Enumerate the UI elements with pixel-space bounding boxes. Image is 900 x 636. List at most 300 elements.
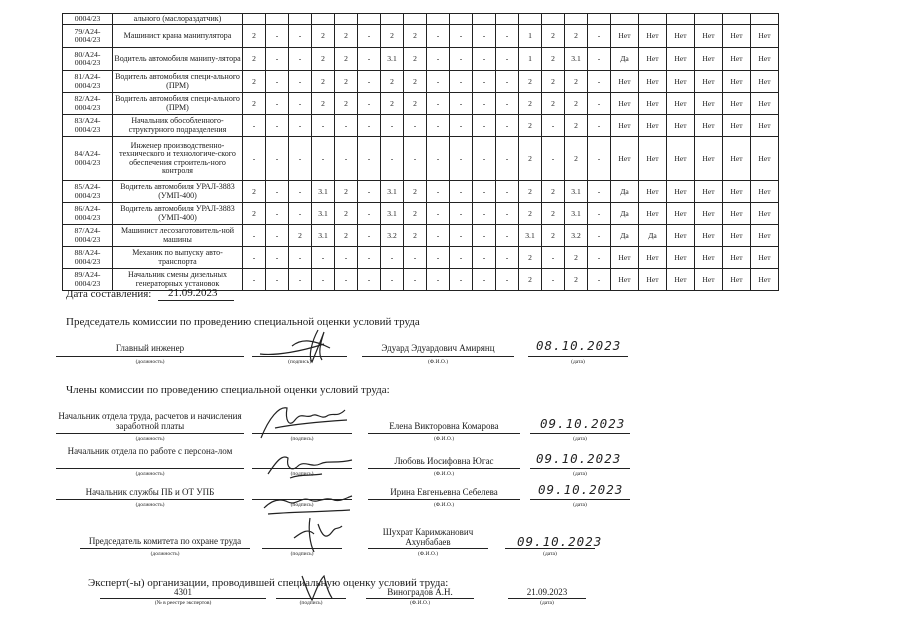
row-cell: Да xyxy=(611,225,639,247)
row-cell: Нет xyxy=(611,137,639,181)
row-cell: - xyxy=(496,25,519,48)
row-cell: - xyxy=(450,225,473,247)
row-cell: 3.1 xyxy=(381,48,404,71)
row-cell: - xyxy=(427,181,450,203)
row-cell: Нет xyxy=(611,115,639,137)
row-cell: - xyxy=(496,93,519,115)
row-cell: - xyxy=(266,247,289,269)
chairman-date: 08.10.2023 xyxy=(536,338,622,353)
row-cell: 2 xyxy=(243,93,266,115)
table-row xyxy=(63,137,779,181)
row-cell: - xyxy=(473,203,496,225)
row-cell: - xyxy=(450,203,473,225)
row-cell: - xyxy=(588,93,611,115)
row-cell: Нет xyxy=(639,93,667,115)
row-id: 89/A24-0004/23 xyxy=(63,269,113,291)
row-cell: - xyxy=(588,269,611,291)
row-cell: 2 xyxy=(542,93,565,115)
row-cell: - xyxy=(266,25,289,48)
row-cell: 2 xyxy=(312,71,335,93)
row-cell: Нет xyxy=(723,247,751,269)
row-cell xyxy=(611,14,639,25)
chairman-position: Главный инженер xyxy=(115,343,185,353)
member-1-position: Начальник отдела труда, расчетов и начисления заработной платы xyxy=(58,411,242,431)
row-cell: - xyxy=(358,25,381,48)
row-cell: 2 xyxy=(243,71,266,93)
members-heading: Члены комиссии по проведению специальной оценки условий труда: xyxy=(66,384,390,396)
caption-date: (дата) xyxy=(573,502,587,508)
row-cell: Нет xyxy=(695,181,723,203)
row-cell: Нет xyxy=(695,25,723,48)
row-cell xyxy=(496,14,519,25)
expert-signature-image xyxy=(292,568,342,604)
row-cell: - xyxy=(588,25,611,48)
row-cell: - xyxy=(404,269,427,291)
row-cell: 2 xyxy=(519,137,542,181)
member-1-name: Елена Викторовна Комарова xyxy=(389,421,499,431)
row-cell: 3.2 xyxy=(565,225,588,247)
caption-date: (дата) xyxy=(543,551,557,557)
row-id: 88/A24-0004/23 xyxy=(63,247,113,269)
row-cell: 2 xyxy=(381,71,404,93)
row-cell: Нет xyxy=(667,203,695,225)
chairman-name: Эдуард Эдуардович Амирянц xyxy=(381,343,495,353)
row-cell: - xyxy=(473,137,496,181)
assessment-table xyxy=(62,13,779,291)
row-cell: - xyxy=(381,269,404,291)
row-cell: 2 xyxy=(289,225,312,247)
row-cell: 2 xyxy=(519,203,542,225)
row-cell: 2 xyxy=(381,93,404,115)
row-cell: Да xyxy=(611,48,639,71)
caption-date: (дата) xyxy=(573,436,587,442)
row-cell: 2 xyxy=(243,48,266,71)
caption-signature: (подпись) xyxy=(290,436,314,442)
row-cell: 2 xyxy=(519,115,542,137)
row-cell: - xyxy=(358,203,381,225)
row-cell: - xyxy=(473,225,496,247)
row-cell: Нет xyxy=(723,71,751,93)
row-cell: - xyxy=(496,115,519,137)
member-3-position: Начальник службы ПБ и ОТ УПБ xyxy=(85,487,215,497)
row-job-title: Водитель автомобиля специ-ального (ПРМ) xyxy=(113,93,243,115)
row-cell: - xyxy=(266,225,289,247)
row-cell xyxy=(335,14,358,25)
row-cell: 2 xyxy=(243,203,266,225)
row-cell: - xyxy=(243,269,266,291)
table-row xyxy=(63,93,779,115)
row-cell xyxy=(667,14,695,25)
row-cell: - xyxy=(473,71,496,93)
row-cell: - xyxy=(427,137,450,181)
row-cell: Нет xyxy=(751,247,779,269)
member-2-date: 09.10.2023 xyxy=(536,451,622,466)
row-cell: 2 xyxy=(542,203,565,225)
row-cell: Нет xyxy=(667,137,695,181)
row-cell: 2 xyxy=(404,181,427,203)
row-cell xyxy=(243,14,266,25)
row-cell: 2 xyxy=(542,71,565,93)
row-id: 80/A24-0004/23 xyxy=(63,48,113,71)
row-cell: - xyxy=(266,203,289,225)
row-cell: - xyxy=(496,181,519,203)
row-cell: Нет xyxy=(667,247,695,269)
row-id: 82/A24-0004/23 xyxy=(63,93,113,115)
table-row xyxy=(63,71,779,93)
row-cell: Нет xyxy=(639,25,667,48)
row-cell: - xyxy=(243,137,266,181)
row-cell: - xyxy=(289,93,312,115)
caption-signature: (подпись) xyxy=(290,471,314,477)
caption-fio: (Ф.И.О.) xyxy=(417,551,439,557)
row-cell xyxy=(723,14,751,25)
row-cell xyxy=(266,14,289,25)
table-row xyxy=(63,14,779,25)
row-job-title: Водитель автомобиля манипу-лятора xyxy=(113,48,243,71)
row-cell: 2 xyxy=(335,25,358,48)
row-cell: 3.2 xyxy=(381,225,404,247)
row-cell: - xyxy=(450,137,473,181)
row-cell: - xyxy=(289,269,312,291)
row-cell: 2 xyxy=(565,93,588,115)
caption-fio: (Ф.И.О.) xyxy=(433,471,455,477)
row-cell: Нет xyxy=(695,247,723,269)
row-id: 81/A24-0004/23 xyxy=(63,71,113,93)
row-cell: - xyxy=(358,115,381,137)
caption-fio: (Ф.И.О.) xyxy=(433,502,455,508)
row-job-title: Начальник смены дизельных генераторных установок xyxy=(113,269,243,291)
chairman-heading: Председатель комиссии по проведению специальной оценки условий труда xyxy=(66,316,420,328)
row-cell: - xyxy=(404,115,427,137)
row-cell: - xyxy=(266,48,289,71)
row-cell: - xyxy=(289,247,312,269)
row-cell: Нет xyxy=(667,181,695,203)
date-underline xyxy=(158,300,234,301)
row-cell: 2 xyxy=(404,203,427,225)
row-cell: - xyxy=(358,225,381,247)
row-cell: 3.1 xyxy=(312,225,335,247)
row-cell: Нет xyxy=(723,181,751,203)
row-cell: Нет xyxy=(639,203,667,225)
row-cell: - xyxy=(243,115,266,137)
row-cell: - xyxy=(358,247,381,269)
row-cell: - xyxy=(542,247,565,269)
row-cell: 2 xyxy=(335,48,358,71)
row-cell xyxy=(381,14,404,25)
row-cell: 2 xyxy=(381,25,404,48)
row-cell: - xyxy=(496,203,519,225)
row-cell: - xyxy=(427,225,450,247)
row-id: 79/A24-0004/23 xyxy=(63,25,113,48)
member-1-signature-image xyxy=(255,398,355,444)
row-cell: - xyxy=(427,25,450,48)
caption-signature: (подпись) xyxy=(299,600,323,606)
row-cell: - xyxy=(381,247,404,269)
row-cell: Нет xyxy=(695,71,723,93)
row-cell: - xyxy=(266,115,289,137)
row-cell: 2 xyxy=(542,48,565,71)
row-cell xyxy=(404,14,427,25)
row-job-title: Водитель автомобиля УРАЛ-3883 (УМП-400) xyxy=(113,181,243,203)
row-cell: Нет xyxy=(751,269,779,291)
row-cell: - xyxy=(358,137,381,181)
row-id: 0004/23 xyxy=(63,14,113,25)
row-cell: Нет xyxy=(639,269,667,291)
row-cell: - xyxy=(450,181,473,203)
table-row xyxy=(63,48,779,71)
row-cell: - xyxy=(496,247,519,269)
row-cell: Нет xyxy=(639,71,667,93)
row-cell: Нет xyxy=(751,181,779,203)
row-cell: - xyxy=(243,247,266,269)
expert-heading: Эксперт(-ы) организации, проводившей специальную оценку условий труда: xyxy=(88,577,449,589)
row-cell: 2 xyxy=(243,181,266,203)
caption-fio: (Ф.И.О.) xyxy=(427,359,449,365)
row-cell: - xyxy=(289,71,312,93)
row-cell: - xyxy=(289,115,312,137)
row-cell: Нет xyxy=(723,48,751,71)
row-id: 86/A24-0004/23 xyxy=(63,203,113,225)
caption-position: (должность) xyxy=(135,436,165,442)
row-cell: - xyxy=(588,48,611,71)
table-row xyxy=(63,247,779,269)
row-cell: - xyxy=(473,25,496,48)
row-cell xyxy=(542,14,565,25)
row-cell: - xyxy=(450,269,473,291)
row-cell: - xyxy=(312,269,335,291)
row-cell: - xyxy=(404,247,427,269)
row-cell: - xyxy=(542,115,565,137)
row-cell: - xyxy=(427,48,450,71)
row-job-title: Водитель автомобиля специ-ального (ПРМ) xyxy=(113,71,243,93)
row-cell: 2 xyxy=(404,48,427,71)
row-cell: Нет xyxy=(751,203,779,225)
row-cell: - xyxy=(588,247,611,269)
row-cell: Нет xyxy=(751,25,779,48)
row-cell: - xyxy=(473,247,496,269)
row-id: 83/A24-0004/23 xyxy=(63,115,113,137)
row-job-title: Инженер производственно-технического и технологиче-ского обеспечения строитель-ного контроля xyxy=(113,137,243,181)
row-cell: 3.1 xyxy=(565,48,588,71)
row-cell: - xyxy=(289,203,312,225)
row-cell: Нет xyxy=(611,71,639,93)
caption-position: (должность) xyxy=(135,359,165,365)
row-cell xyxy=(565,14,588,25)
row-cell: - xyxy=(588,181,611,203)
caption-date: (дата) xyxy=(573,471,587,477)
row-cell: Да xyxy=(611,203,639,225)
row-cell: Нет xyxy=(667,225,695,247)
row-cell: 2 xyxy=(542,181,565,203)
row-cell: Нет xyxy=(639,137,667,181)
caption-signature: (подпись) xyxy=(290,502,314,508)
row-cell: - xyxy=(496,71,519,93)
row-cell: - xyxy=(473,269,496,291)
row-cell: - xyxy=(427,203,450,225)
row-cell: 2 xyxy=(335,71,358,93)
row-cell: - xyxy=(358,48,381,71)
row-cell: 2 xyxy=(565,269,588,291)
member-4-date: 09.10.2023 xyxy=(517,534,603,549)
row-cell: 2 xyxy=(312,93,335,115)
row-cell: - xyxy=(588,71,611,93)
row-cell: 3.1 xyxy=(381,181,404,203)
row-cell: Нет xyxy=(611,247,639,269)
row-cell: 3.1 xyxy=(312,203,335,225)
row-cell: - xyxy=(358,93,381,115)
row-cell: - xyxy=(450,25,473,48)
table-row xyxy=(63,181,779,203)
row-cell xyxy=(588,14,611,25)
row-cell: Нет xyxy=(751,48,779,71)
expert-registry: 4301 xyxy=(174,587,192,597)
row-cell: Нет xyxy=(695,48,723,71)
row-cell: 1 xyxy=(519,25,542,48)
row-cell: - xyxy=(450,115,473,137)
row-cell: - xyxy=(266,269,289,291)
row-cell: - xyxy=(266,93,289,115)
row-cell: 2 xyxy=(335,203,358,225)
row-cell: 2 xyxy=(565,25,588,48)
row-cell: - xyxy=(450,71,473,93)
row-cell xyxy=(695,14,723,25)
row-cell: - xyxy=(312,137,335,181)
member-4-name: Шухрат Каримжанович Ахунбабаев xyxy=(382,527,474,547)
row-cell: Нет xyxy=(751,93,779,115)
row-cell: - xyxy=(588,225,611,247)
row-cell: - xyxy=(473,93,496,115)
table-row xyxy=(63,225,779,247)
row-cell: 2 xyxy=(565,137,588,181)
row-cell: Нет xyxy=(667,269,695,291)
row-cell: - xyxy=(358,71,381,93)
row-cell: - xyxy=(496,48,519,71)
row-cell: - xyxy=(427,247,450,269)
row-cell: 2 xyxy=(335,93,358,115)
row-cell: 2 xyxy=(519,181,542,203)
date-label: Дата составления: xyxy=(66,288,152,300)
row-cell: - xyxy=(243,225,266,247)
caption-signature: (подпись) xyxy=(290,551,314,557)
row-cell: - xyxy=(358,269,381,291)
row-cell: Нет xyxy=(695,115,723,137)
row-cell: 3.1 xyxy=(381,203,404,225)
row-cell: Нет xyxy=(695,203,723,225)
row-cell: Нет xyxy=(723,25,751,48)
table-row xyxy=(63,203,779,225)
row-cell: 2 xyxy=(519,93,542,115)
expert-name: Виноградов А.Н. xyxy=(387,587,453,597)
row-cell: Нет xyxy=(667,115,695,137)
row-cell: - xyxy=(358,181,381,203)
row-cell: - xyxy=(266,71,289,93)
row-cell: Нет xyxy=(639,247,667,269)
row-cell: Нет xyxy=(667,25,695,48)
row-cell: - xyxy=(289,25,312,48)
row-cell: 2 xyxy=(335,225,358,247)
row-cell: - xyxy=(289,48,312,71)
row-cell: Нет xyxy=(723,115,751,137)
table-row xyxy=(63,115,779,137)
row-cell: Нет xyxy=(695,137,723,181)
row-cell: Нет xyxy=(611,25,639,48)
row-cell xyxy=(427,14,450,25)
row-cell: - xyxy=(542,137,565,181)
row-job-title: Механик по выпуску авто-транспорта xyxy=(113,247,243,269)
row-cell xyxy=(519,14,542,25)
row-cell: 2 xyxy=(404,225,427,247)
row-cell xyxy=(751,14,779,25)
row-cell: Нет xyxy=(723,269,751,291)
row-cell xyxy=(639,14,667,25)
row-cell: 2 xyxy=(565,247,588,269)
row-cell: - xyxy=(335,247,358,269)
row-cell: Нет xyxy=(695,225,723,247)
row-cell: - xyxy=(266,181,289,203)
member-1-date: 09.10.2023 xyxy=(540,416,626,431)
row-cell: - xyxy=(289,181,312,203)
row-cell: Нет xyxy=(695,269,723,291)
row-cell: - xyxy=(450,247,473,269)
row-cell: Нет xyxy=(667,48,695,71)
caption-date: (дата) xyxy=(571,359,585,365)
row-cell: - xyxy=(473,48,496,71)
row-job-title: ального (маслораздатчик) xyxy=(113,14,243,25)
row-cell: - xyxy=(496,137,519,181)
member-2-name: Любовь Иосифовна Югас xyxy=(394,456,494,466)
row-cell: - xyxy=(450,93,473,115)
row-cell: Нет xyxy=(751,225,779,247)
row-cell: Нет xyxy=(611,269,639,291)
row-cell: 1 xyxy=(519,48,542,71)
row-cell: 3.1 xyxy=(312,181,335,203)
row-cell: - xyxy=(450,48,473,71)
row-cell: - xyxy=(289,137,312,181)
row-cell: 3.1 xyxy=(565,203,588,225)
row-cell: Нет xyxy=(723,203,751,225)
row-cell: 2 xyxy=(542,25,565,48)
row-cell xyxy=(473,14,496,25)
row-cell: Нет xyxy=(751,137,779,181)
row-cell: - xyxy=(588,115,611,137)
table-row xyxy=(63,25,779,48)
row-cell: - xyxy=(266,137,289,181)
row-cell: Нет xyxy=(723,137,751,181)
expert-date: 21.09.2023 xyxy=(526,587,568,597)
caption-signature: (подпись) xyxy=(288,359,311,365)
row-cell: - xyxy=(542,269,565,291)
row-cell xyxy=(312,14,335,25)
member-3-name: Ирина Евгеньевна Себелева xyxy=(390,487,498,497)
row-cell: Да xyxy=(611,181,639,203)
row-cell: 2 xyxy=(404,71,427,93)
row-id: 84/A24-0004/23 xyxy=(63,137,113,181)
caption-position: (должность) xyxy=(135,471,165,477)
row-cell: - xyxy=(427,269,450,291)
row-cell: Нет xyxy=(667,93,695,115)
member-2-signature-image xyxy=(260,444,360,484)
row-cell: 2 xyxy=(519,71,542,93)
row-cell: 2 xyxy=(565,115,588,137)
caption-position: (должность) xyxy=(135,502,165,508)
row-cell: - xyxy=(427,115,450,137)
row-cell: 2 xyxy=(312,25,335,48)
row-cell: 2 xyxy=(542,225,565,247)
row-cell: 2 xyxy=(312,48,335,71)
row-job-title: Начальник обособленного-структурного подразделения xyxy=(113,115,243,137)
row-job-title: Водитель автомобиля УРАЛ-3883 (УМП-400) xyxy=(113,203,243,225)
row-cell: 2 xyxy=(519,247,542,269)
